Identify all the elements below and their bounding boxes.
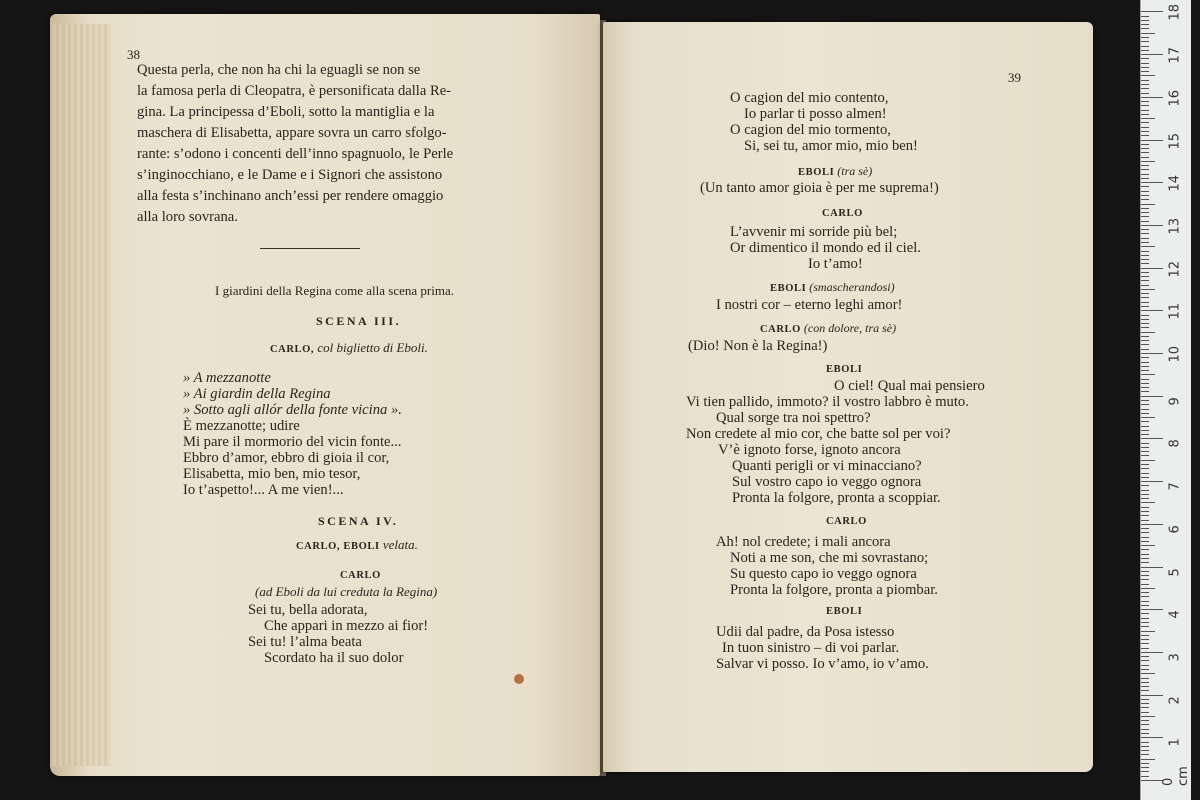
- scene3-title: SCENA III.: [316, 314, 402, 328]
- verse-line: V’è ignoto forse, ignoto ancora: [718, 442, 901, 458]
- ruler-tick: [1141, 562, 1149, 563]
- role-carlo: CARLO: [826, 516, 867, 527]
- ruler-tick: [1141, 665, 1149, 666]
- scene4-speaker: CARLO, EBOLI: [296, 541, 380, 552]
- prose-line: maschera di Elisabetta, appare sovra un carro sfolgo-: [137, 125, 447, 141]
- ruler-tick: [1141, 780, 1163, 781]
- ruler-tick: [1141, 195, 1149, 196]
- verse-line: » A mezzanotte: [183, 370, 271, 386]
- verse-line: Su questo capo io veggo ognora: [730, 566, 917, 582]
- measuring-ruler: [1140, 0, 1191, 800]
- ruler-tick: [1141, 532, 1149, 533]
- ruler-tick: [1141, 16, 1149, 17]
- left-page-number: 38: [127, 47, 140, 62]
- ruler-tick: [1141, 353, 1163, 354]
- ruler-tick: [1141, 199, 1149, 200]
- ruler-tick: [1141, 131, 1149, 132]
- prose-line: alla loro sovrana.: [137, 209, 238, 225]
- verse-line: » Sotto agli allór della fonte vicina ».: [183, 402, 402, 418]
- role-eboli: EBOLI: [826, 606, 863, 617]
- ruler-tick: [1141, 93, 1149, 94]
- carlo-2-direction: (con dolore, tra sè): [803, 321, 897, 335]
- ruler-tick: [1141, 746, 1149, 747]
- eboli-1-direction: (tra sè): [837, 164, 873, 178]
- ruler-tick: [1141, 515, 1149, 516]
- ruler-number: 1: [1167, 738, 1183, 747]
- verse-line: L’avvenir mi sorride più bel;: [730, 224, 898, 240]
- ruler-tick: [1141, 511, 1149, 512]
- ruler-tick: [1141, 426, 1149, 427]
- ruler-tick: [1141, 221, 1149, 222]
- scene4-role: CARLO: [340, 570, 381, 581]
- ruler-tick: [1141, 729, 1149, 730]
- ruler-tick: [1141, 297, 1149, 298]
- ruler-tick: [1141, 545, 1155, 546]
- verse-line: O cagion del mio contento,: [730, 90, 889, 106]
- ruler-tick: [1141, 259, 1149, 260]
- scene4-direction: velata.: [382, 537, 418, 552]
- verse-line: È mezzanotte; udire: [183, 418, 300, 434]
- ruler-tick: [1141, 622, 1149, 623]
- ruler-tick: [1141, 652, 1163, 653]
- ruler-tick: [1141, 28, 1149, 29]
- ruler-tick: [1141, 712, 1149, 713]
- ruler-tick: [1141, 686, 1149, 687]
- ruler-number: 5: [1167, 567, 1183, 576]
- ruler-tick: [1141, 409, 1149, 410]
- ruler-tick: [1141, 165, 1149, 166]
- ruler-tick: [1141, 455, 1149, 456]
- verse-line: » Ai giardin della Regina: [183, 386, 331, 402]
- verse-line: O ciel! Qual mai pensiero: [834, 378, 985, 394]
- eboli-1-heading: [798, 164, 872, 179]
- verse-line: Io t’aspetto!... A me vien!...: [183, 482, 344, 498]
- ruler-tick: [1141, 216, 1149, 217]
- ruler-tick: [1141, 54, 1163, 55]
- verse-line: Pronta la folgore, pronta a scoppiar.: [732, 490, 941, 506]
- ruler-tick: [1141, 703, 1149, 704]
- carlo-2-heading: [760, 321, 896, 336]
- ruler-tick: [1141, 502, 1155, 503]
- ruler-tick: [1141, 759, 1155, 760]
- ruler-tick: [1141, 498, 1149, 499]
- ruler-tick: [1141, 643, 1149, 644]
- verse-line: Sul vostro capo io veggo ognora: [732, 474, 922, 490]
- ruler-tick: [1141, 186, 1149, 187]
- ruler-tick: [1141, 737, 1163, 738]
- carlo-3-verses: [716, 534, 938, 598]
- ruler-tick: [1141, 776, 1149, 777]
- role-carlo: CARLO: [822, 208, 863, 219]
- ruler-tick: [1141, 404, 1149, 405]
- ruler-tick: [1141, 413, 1149, 414]
- ruler-tick: [1141, 161, 1155, 162]
- ruler-tick: [1141, 71, 1149, 72]
- carlo-1-verses: [730, 224, 921, 272]
- ruler-number: 15: [1167, 132, 1183, 149]
- ruler-tick: [1141, 468, 1149, 469]
- ruler-number: 18: [1167, 4, 1183, 21]
- opening-verses: [730, 90, 918, 154]
- verse-line: Salvar vi posso. Io v’amo, io v’amo.: [716, 656, 929, 672]
- ruler-tick: [1141, 391, 1149, 392]
- ruler-number: 13: [1167, 217, 1183, 235]
- ruler-tick: [1141, 601, 1149, 602]
- ruler-tick: [1141, 400, 1149, 401]
- ruler-tick: [1141, 50, 1149, 51]
- ruler-tick: [1141, 520, 1149, 521]
- ruler-tick: [1141, 229, 1149, 230]
- ruler-tick: [1141, 438, 1163, 439]
- scene4-role-direction: (ad Eboli da lui creduta la Regina): [255, 584, 438, 599]
- ruler-tick: [1141, 191, 1149, 192]
- ruler-tick: [1141, 481, 1163, 482]
- ruler-tick: [1141, 477, 1149, 478]
- ruler-tick: [1141, 767, 1149, 768]
- ruler-tick: [1141, 571, 1149, 572]
- ruler-tick: [1141, 720, 1149, 721]
- ruler-number: 2: [1167, 695, 1183, 705]
- ruler-tick: [1141, 430, 1149, 431]
- role-eboli: EBOLI: [798, 167, 835, 178]
- ruler-tick: [1141, 605, 1149, 606]
- ruler-tick: [1141, 20, 1149, 21]
- eboli-1-line: (Un tanto amor gioia è per me suprema!): [700, 180, 939, 196]
- ruler-tick: [1141, 233, 1149, 234]
- ruler-tick: [1141, 575, 1149, 576]
- ruler-tick: [1141, 690, 1149, 691]
- ruler-tick: [1141, 306, 1149, 307]
- ruler-tick: [1141, 656, 1149, 657]
- ruler-tick: [1141, 370, 1149, 371]
- ruler-tick: [1141, 528, 1149, 529]
- ruler-tick: [1141, 110, 1149, 111]
- ruler-tick: [1141, 114, 1149, 115]
- ruler-tick: [1141, 148, 1149, 149]
- ruler-tick: [1141, 362, 1149, 363]
- prose-line: rante: s’odono i concenti dell’inno spagnuolo, le Perle: [137, 146, 454, 162]
- ruler-tick: [1141, 648, 1149, 649]
- ruler-tick: [1141, 255, 1149, 256]
- ruler-tick: [1141, 383, 1149, 384]
- ruler-tick: [1141, 24, 1149, 25]
- ruler-tick: [1141, 451, 1149, 452]
- verse-line: Io t’amo!: [808, 256, 863, 272]
- ruler-tick: [1141, 507, 1149, 508]
- ruler-tick: [1141, 293, 1149, 294]
- role-eboli: EBOLI: [770, 283, 807, 294]
- ruler-tick: [1141, 750, 1149, 751]
- ruler-number: 7: [1167, 482, 1183, 491]
- paper-stain: [514, 674, 524, 684]
- ruler-tick: [1141, 349, 1149, 350]
- ruler-tick: [1141, 473, 1149, 474]
- ruler-tick: [1141, 11, 1163, 12]
- ruler-tick: [1141, 67, 1149, 68]
- ruler-tick: [1141, 182, 1163, 183]
- ruler-tick: [1141, 678, 1149, 679]
- role-eboli: EBOLI: [826, 364, 863, 375]
- scene3-heading: [270, 340, 428, 356]
- eboli-3-verses: [686, 378, 985, 506]
- verse-line: O cagion del mio tormento,: [730, 122, 891, 138]
- ruler-tick: [1141, 152, 1149, 153]
- ruler-tick: [1141, 127, 1149, 128]
- ruler-tick: [1141, 178, 1149, 179]
- ruler-tick: [1141, 323, 1149, 324]
- ruler-tick: [1141, 771, 1149, 772]
- ruler-tick: [1141, 285, 1149, 286]
- verse-line: Noti a me son, che mi sovrastano;: [730, 550, 929, 566]
- ruler-tick: [1141, 75, 1155, 76]
- ruler-tick: [1141, 357, 1149, 358]
- verse-line: Che appari in mezzo ai fior!: [264, 618, 429, 634]
- section-divider: [260, 248, 360, 249]
- ruler-tick: [1141, 140, 1163, 141]
- right-page-number: 39: [1008, 70, 1021, 85]
- ruler-tick: [1141, 33, 1155, 34]
- verse-line: Scordato ha il suo dolor: [264, 650, 404, 666]
- ruler-tick: [1141, 135, 1149, 136]
- verse-line: Udii dal padre, da Posa istesso: [716, 624, 895, 640]
- ruler-number: 8: [1167, 439, 1183, 448]
- ruler-tick: [1141, 336, 1149, 337]
- ruler-number: 3: [1167, 653, 1183, 662]
- ruler-number: 10: [1167, 345, 1183, 363]
- ruler-tick: [1141, 490, 1149, 491]
- ruler-tick: [1141, 485, 1149, 486]
- ruler-tick: [1141, 609, 1163, 610]
- ruler-tick: [1141, 584, 1149, 585]
- ruler-tick: [1141, 315, 1149, 316]
- eboli-2-line: I nostri cor – eterno leghi amor!: [716, 297, 903, 313]
- prose-line: s’inginocchiano, e le Dame e i Signori che assistono: [137, 167, 443, 183]
- ruler-tick: [1141, 733, 1149, 734]
- ruler-number: 11: [1167, 303, 1183, 320]
- ruler-tick: [1141, 344, 1149, 345]
- ruler-tick: [1141, 84, 1149, 85]
- ruler-tick: [1141, 268, 1163, 269]
- verse-line: Or dimentico il mondo ed il ciel.: [730, 240, 921, 256]
- ruler-unit-label: 0 cm: [1161, 766, 1191, 786]
- ruler-tick: [1141, 379, 1149, 380]
- role-carlo: CARLO: [760, 324, 801, 335]
- ruler-tick: [1141, 524, 1163, 525]
- ruler-tick: [1141, 272, 1149, 273]
- carlo-2-line: (Dio! Non è la Regina!): [688, 338, 828, 354]
- ruler-tick: [1141, 319, 1149, 320]
- ruler-tick: [1141, 105, 1149, 106]
- ruler-tick: [1141, 596, 1149, 597]
- ruler-tick: [1141, 238, 1149, 239]
- ruler-number: 17: [1167, 47, 1183, 64]
- ruler-tick: [1141, 716, 1155, 717]
- verse-line: Sei tu, bella adorata,: [248, 602, 368, 618]
- ruler-tick: [1141, 340, 1149, 341]
- ruler-tick: [1141, 554, 1149, 555]
- ruler-tick: [1141, 592, 1149, 593]
- ruler-tick: [1141, 724, 1149, 725]
- ruler-tick: [1141, 63, 1149, 64]
- ruler-tick: [1141, 443, 1149, 444]
- ruler-tick: [1141, 660, 1149, 661]
- ruler-tick: [1141, 558, 1149, 559]
- prose-line: Questa perla, che non ha chi la eguagli se non se: [137, 62, 421, 78]
- ruler-tick: [1141, 280, 1149, 281]
- ruler-number: 16: [1167, 89, 1183, 107]
- ruler-tick: [1141, 682, 1149, 683]
- ruler-tick: [1141, 37, 1149, 38]
- scene3-direction: col biglietto di Eboli.: [317, 340, 428, 355]
- ruler-tick: [1141, 310, 1163, 311]
- ruler-tick: [1141, 754, 1149, 755]
- ruler-tick: [1141, 276, 1149, 277]
- ruler-number: 6: [1167, 525, 1183, 534]
- ruler-tick: [1141, 80, 1149, 81]
- ruler-tick: [1141, 263, 1149, 264]
- ruler-tick: [1141, 46, 1149, 47]
- ruler-tick: [1141, 169, 1149, 170]
- verse-line: In tuon sinistro – di voi parlar.: [722, 640, 900, 656]
- ruler-tick: [1141, 707, 1149, 708]
- verse-line: Non credete al mio cor, che batte sol per voi?: [686, 426, 951, 442]
- scene3-verses: [183, 418, 401, 498]
- ruler-tick: [1141, 122, 1149, 123]
- ruler-tick: [1141, 212, 1149, 213]
- ruler-tick: [1141, 579, 1149, 580]
- verse-line: Vi tien pallido, immoto? il vostro labbro è muto.: [686, 394, 969, 410]
- ruler-tick: [1141, 669, 1149, 670]
- ruler-tick: [1141, 537, 1149, 538]
- ruler-tick: [1141, 208, 1149, 209]
- ruler-number: 9: [1167, 396, 1183, 406]
- ruler-tick: [1141, 157, 1149, 158]
- scene4-verses: [248, 602, 428, 666]
- verse-line: Quanti perigli or vi minacciano?: [732, 458, 922, 474]
- ruler-tick: [1141, 460, 1155, 461]
- ruler-number: 12: [1167, 260, 1183, 278]
- ruler-tick: [1141, 374, 1155, 375]
- ruler-tick: [1141, 613, 1149, 614]
- verse-line: Mi pare il mormorio del vicin fonte...: [183, 434, 402, 450]
- ruler-tick: [1141, 97, 1163, 98]
- prose-line: gina. La principessa d’Eboli, sotto la mantiglia e la: [137, 104, 435, 120]
- ruler-tick: [1141, 695, 1163, 696]
- ruler-tick: [1141, 549, 1149, 550]
- ruler-tick: [1141, 242, 1149, 243]
- ruler-number: 14: [1167, 175, 1183, 192]
- verse-line: Si, sei tu, amor mio, mio ben!: [744, 138, 918, 154]
- ruler-tick: [1141, 225, 1163, 226]
- ruler-tick: [1141, 396, 1163, 397]
- prose-line: la famosa perla di Cleopatra, è personificata dalla Re-: [137, 83, 452, 99]
- verse-line: Io parlar ti posso almen!: [744, 106, 887, 122]
- ruler-tick: [1141, 302, 1149, 303]
- verse-line: Elisabetta, mio ben, mio tesor,: [183, 466, 361, 482]
- ruler-number: 4: [1167, 610, 1183, 619]
- ruler-tick: [1141, 41, 1149, 42]
- ruler-tick: [1141, 204, 1155, 205]
- ruler-tick: [1141, 588, 1155, 589]
- scene3-speaker: CARLO,: [270, 344, 315, 355]
- ruler-tick: [1141, 541, 1149, 542]
- ruler-tick: [1141, 58, 1149, 59]
- ruler-tick: [1141, 464, 1149, 465]
- ruler-tick: [1141, 366, 1149, 367]
- scene4-heading: [296, 537, 418, 553]
- ruler-tick: [1141, 635, 1149, 636]
- scene3-quoted-verses: [183, 370, 402, 418]
- ruler-tick: [1141, 567, 1163, 568]
- eboli-2-direction: (smascherandosi): [809, 280, 895, 294]
- ruler-tick: [1141, 101, 1149, 102]
- left-prose: [137, 60, 537, 228]
- verse-line: Ebbro d’amor, ebbro di gioia il cor,: [183, 450, 390, 466]
- ruler-tick: [1141, 434, 1149, 435]
- ruler-tick: [1141, 332, 1155, 333]
- ruler-tick: [1141, 639, 1149, 640]
- eboli-2-heading: [770, 280, 895, 295]
- ruler-tick: [1141, 763, 1149, 764]
- ruler-tick: [1141, 289, 1155, 290]
- ruler-tick: [1141, 626, 1149, 627]
- ruler-tick: [1141, 421, 1149, 422]
- ruler-tick: [1141, 327, 1149, 328]
- eboli-4-verses: [716, 624, 929, 672]
- ruler-tick: [1141, 118, 1155, 119]
- ruler-tick: [1141, 144, 1149, 145]
- ruler-tick: [1141, 251, 1149, 252]
- ruler-tick: [1141, 618, 1149, 619]
- ruler-tick: [1141, 88, 1149, 89]
- ruler-tick: [1141, 699, 1149, 700]
- ruler-tick: [1141, 742, 1149, 743]
- verse-line: Qual sorge tra noi spettro?: [716, 410, 871, 426]
- ruler-tick: [1141, 673, 1155, 674]
- prose-line: alla festa s’inchinano anch’essi per rendere omaggio: [137, 188, 444, 204]
- verse-line: Sei tu! l’alma beata: [248, 634, 362, 650]
- ruler-tick: [1141, 631, 1155, 632]
- verse-line: Pronta la folgore, pronta a piombar.: [730, 582, 938, 598]
- ruler-tick: [1141, 246, 1155, 247]
- ruler-tick: [1141, 387, 1149, 388]
- scene4-title: SCENA IV.: [318, 514, 399, 528]
- ruler-tick: [1141, 174, 1149, 175]
- ruler-tick: [1141, 494, 1149, 495]
- ruler-tick: [1141, 417, 1155, 418]
- setting-line: I giardini della Regina come alla scena prima.: [215, 283, 454, 298]
- ruler-tick: [1141, 447, 1149, 448]
- verse-line: Ah! nol credete; i mali ancora: [716, 534, 891, 550]
